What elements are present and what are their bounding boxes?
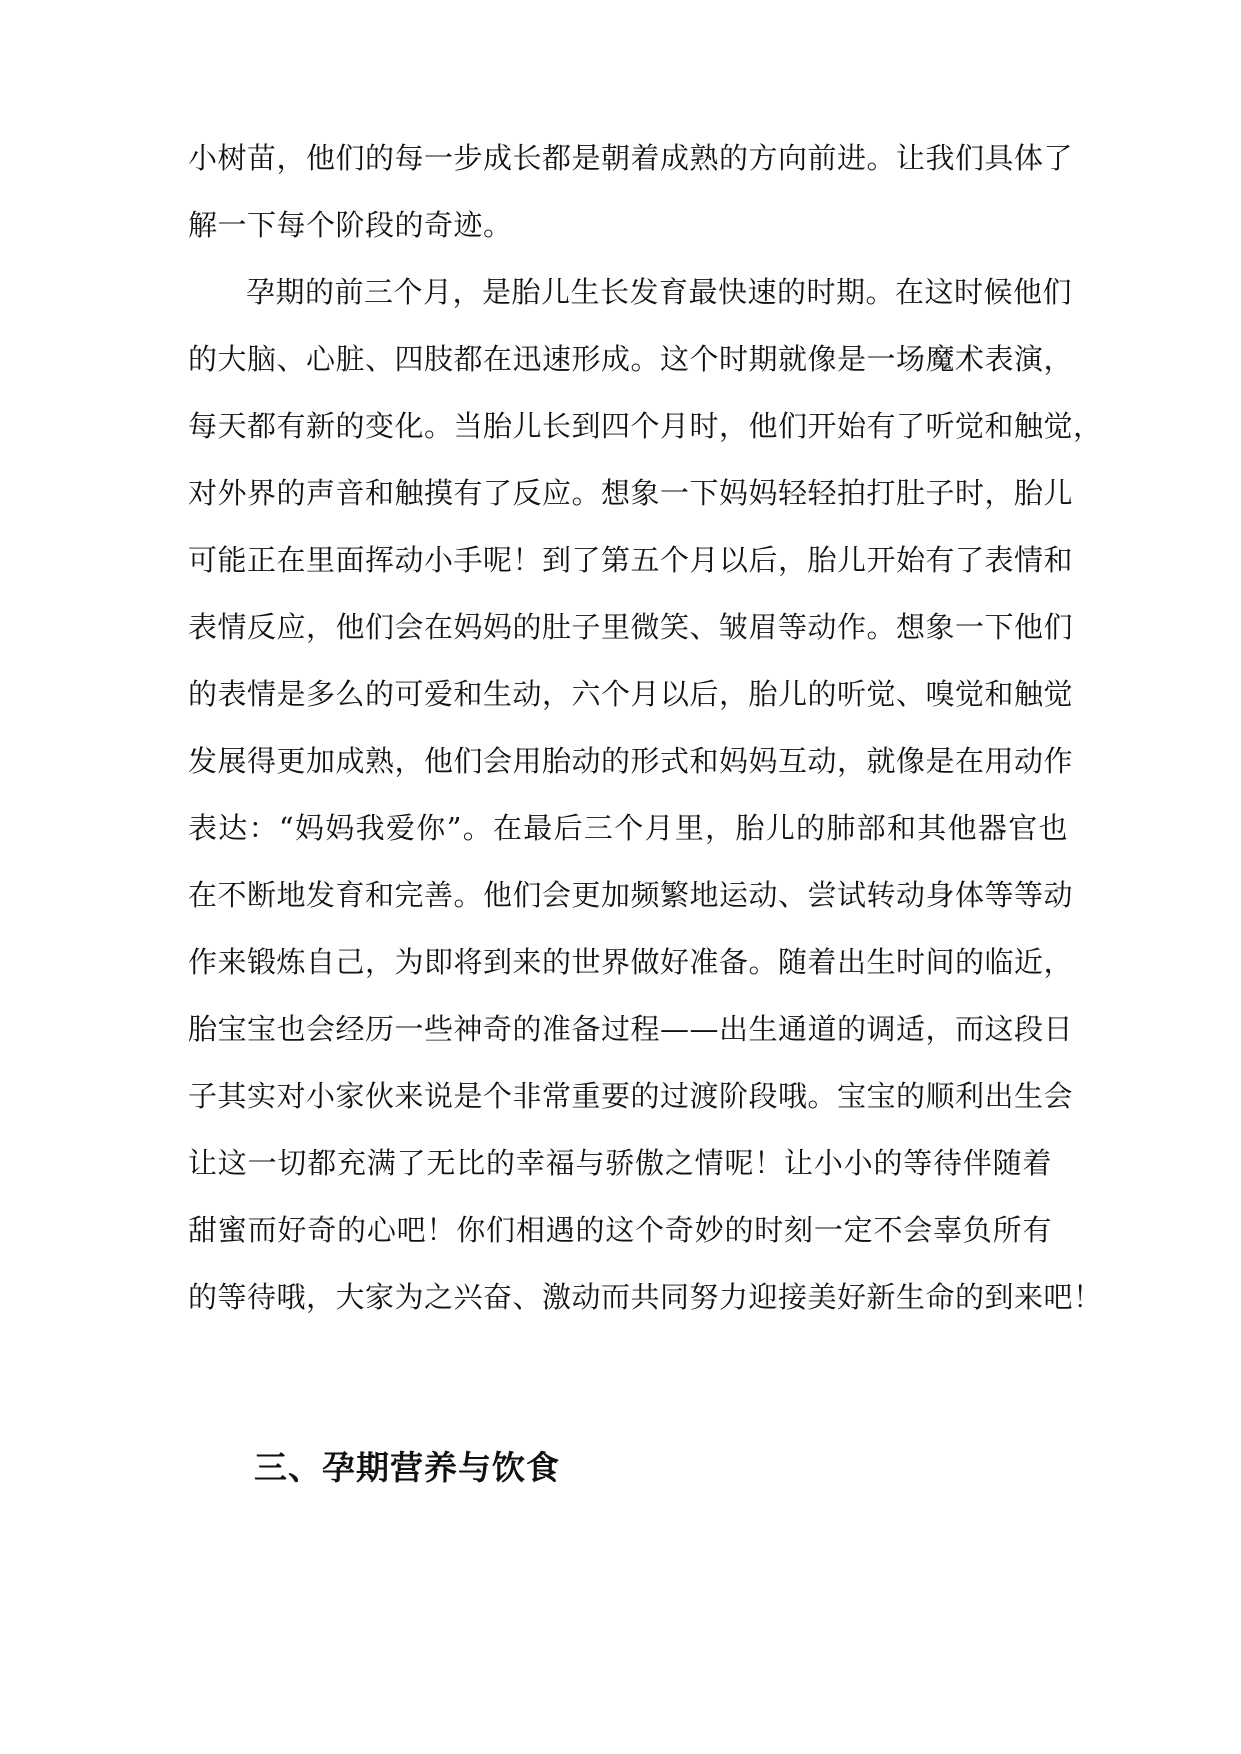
paragraph-line: 表达：“妈妈我爱你”。在最后三个月里，胎儿的肺部和其他器官也	[188, 811, 1068, 845]
paragraph-line: 的大脑、心脏、四肢都在迅速形成。这个时期就像是一场魔术表演，	[188, 342, 1074, 376]
paragraph-line: 解一下每个阶段的奇迹。	[188, 208, 513, 242]
paragraph-line: 在不断地发育和完善。他们会更加频繁地运动、尝试转动身体等等动	[188, 878, 1074, 912]
paragraph-line: 子其实对小家伙来说是个非常重要的过渡阶段哦。宝宝的顺利出生会	[188, 1079, 1074, 1113]
paragraph-line: 对外界的声音和触摸有了反应。想象一下妈妈轻轻拍打肚子时，胎儿	[188, 476, 1074, 510]
paragraph-line: 孕期的前三个月，是胎儿生长发育最快速的时期。在这时候他们	[246, 275, 1073, 309]
paragraph-line: 的表情是多么的可爱和生动，六个月以后，胎儿的听觉、嗅觉和触觉	[188, 677, 1074, 711]
section-heading: 三、孕期营养与饮食	[254, 1448, 560, 1487]
paragraph-line: 每天都有新的变化。当胎儿长到四个月时，他们开始有了听觉和触觉，	[188, 409, 1103, 443]
paragraph-line: 的等待哦，大家为之兴奋、激动而共同努力迎接美好新生命的到来吧！	[188, 1280, 1103, 1314]
paragraph-line: 发展得更加成熟，他们会用胎动的形式和妈妈互动，就像是在用动作	[188, 744, 1074, 778]
paragraph-line: 胎宝宝也会经历一些神奇的准备过程——出生通道的调适，而这段日	[188, 1012, 1074, 1046]
paragraph-line: 甜蜜而好奇的心吧！你们相遇的这个奇妙的时刻一定不会辜负所有	[188, 1213, 1052, 1247]
paragraph-line: 表情反应，他们会在妈妈的肚子里微笑、皱眉等动作。想象一下他们	[188, 610, 1074, 644]
paragraph-line: 让这一切都充满了无比的幸福与骄傲之情呢！让小小的等待伴随着	[188, 1146, 1052, 1180]
paragraph-line: 作来锻炼自己，为即将到来的世界做好准备。随着出生时间的临近，	[188, 945, 1074, 979]
paragraph-line: 可能正在里面挥动小手呢！到了第五个月以后，胎儿开始有了表情和	[188, 543, 1074, 577]
paragraph-line: 小树苗，他们的每一步成长都是朝着成熟的方向前进。让我们具体了	[188, 141, 1074, 175]
